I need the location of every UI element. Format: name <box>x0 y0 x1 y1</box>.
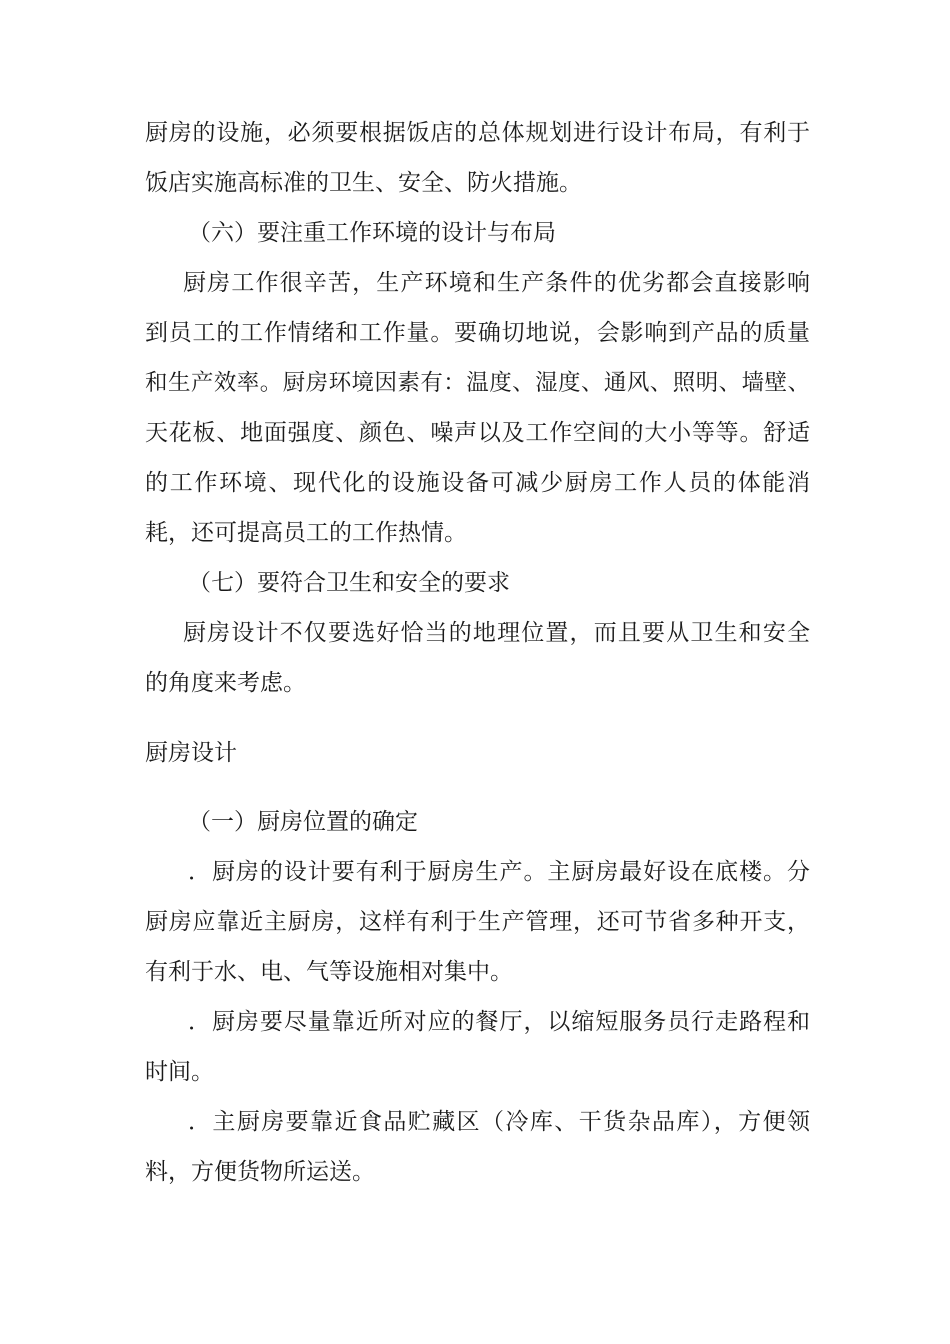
text-line: 的工作环境、现代化的设施设备可减少厨房工作人员的体能消 <box>145 470 810 496</box>
text-line: 料，方便货物所运送。 <box>145 1159 375 1185</box>
section-heading: （七）要符合卫生和安全的要求 <box>188 570 510 596</box>
text-line: ．厨房要尽量靠近所对应的餐厅，以缩短服务员行走路程和 <box>188 1009 810 1035</box>
text-line: 耗，还可提高员工的工作热情。 <box>145 520 467 546</box>
text-line: 厨房设计不仅要选好恰当的地理位置，而且要从卫生和安全 <box>183 620 810 646</box>
text-line: 厨房的设施，必须要根据饭店的总体规划进行设计布局，有利于 <box>145 120 810 146</box>
section-heading: （六）要注重工作环境的设计与布局 <box>188 220 556 246</box>
text-line: 饭店实施高标准的卫生、安全、防火措施。 <box>145 170 582 196</box>
chapter-heading: 厨房设计 <box>145 740 237 766</box>
text-line: 厨房应靠近主厨房，这样有利于生产管理，还可节省多种开支， <box>145 909 810 935</box>
text-line: ．厨房的设计要有利于厨房生产。主厨房最好设在底楼。分 <box>188 859 810 885</box>
text-line: 天花板、地面强度、颜色、噪声以及工作空间的大小等等。舒适 <box>145 420 810 446</box>
text-line: ．主厨房要靠近食品贮藏区（冷库、干货杂品库），方便领 <box>188 1109 810 1135</box>
text-line: 时间。 <box>145 1059 214 1085</box>
text-line: 有利于水、电、气等设施相对集中。 <box>145 959 513 985</box>
text-line: 的角度来考虑。 <box>145 670 306 696</box>
text-line: 厨房工作很辛苦，生产环境和生产条件的优劣都会直接影响 <box>183 270 810 296</box>
text-line: 和生产效率。厨房环境因素有：温度、湿度、通风、照明、墙壁、 <box>145 370 810 396</box>
section-heading: （一）厨房位置的确定 <box>188 809 418 835</box>
text-line: 到员工的工作情绪和工作量。要确切地说，会影响到产品的质量 <box>145 320 810 346</box>
